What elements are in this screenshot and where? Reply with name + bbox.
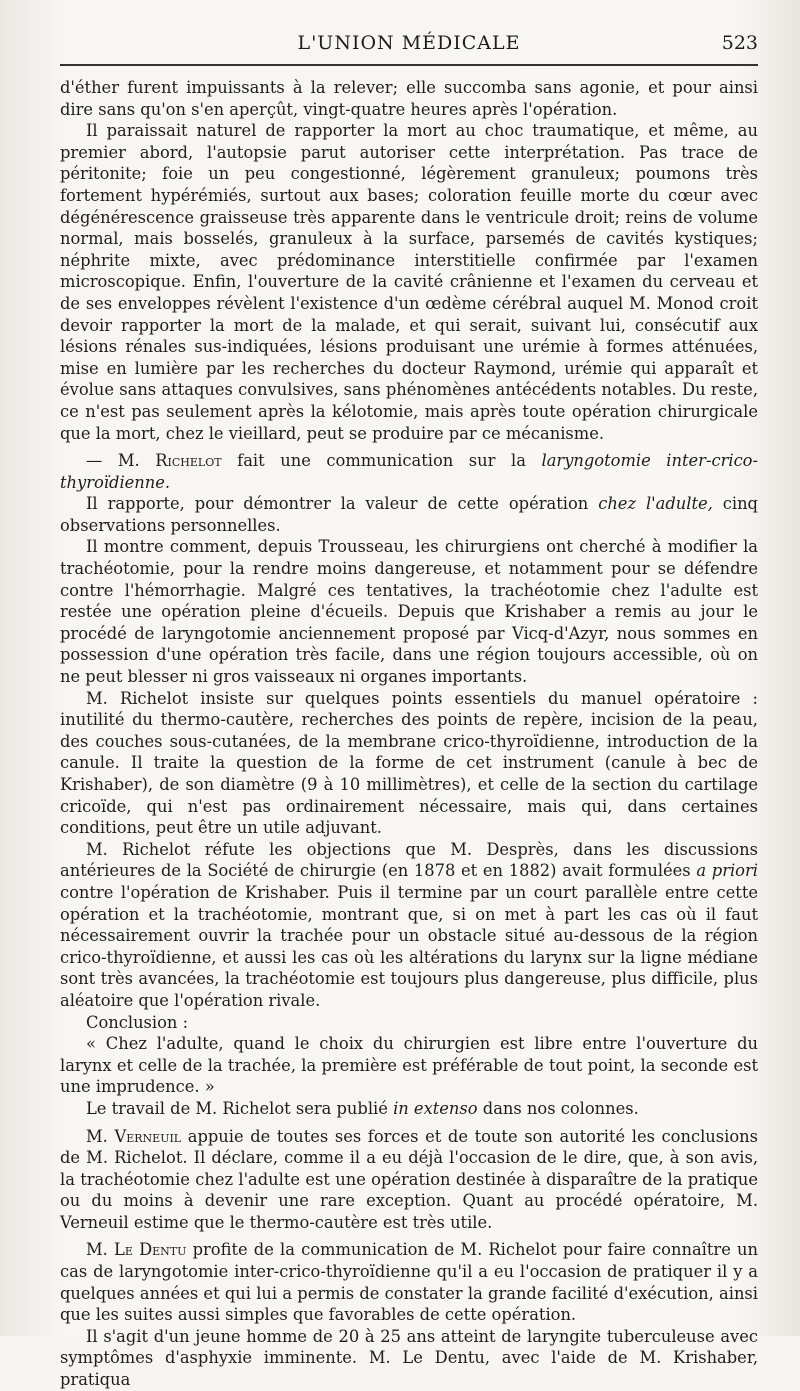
paragraph: [60, 450, 758, 493]
text-run: M.: [86, 1240, 108, 1260]
quotation: « Chez l'adulte, quand le choix du chirurgien est libre entre l'ouverture du larynx et celle de la trachée, la première est préférable de tout point, la seconde est une imprudence. »: [60, 1034, 758, 1097]
author-name: Verneuil: [114, 1126, 182, 1146]
page-number: 523: [721, 32, 758, 54]
paragraph: [60, 1126, 758, 1234]
running-title: L'UNION MÉDICALE: [297, 32, 521, 54]
text-run: appuie de toutes ses forces et de toute son autorité les conclusions de M. Richelot. Il déclare, comme il a eu déjà l'occasion de le dire, que, à son avis, la trachéotomie chez l'adulte est une opération destinée à disparaître de la pratique ou du moins à devenir une rare exception. Quant au procédé opératoire, M. Verneuil estime que le thermo-cautère est très utile.: [60, 1126, 758, 1232]
author-name: Le Dentu: [114, 1240, 187, 1260]
emphasis: in extenso: [393, 1098, 478, 1118]
text-run: M. Richelot réfute les objections que M. Desprès, dans les discussions antérieures de la Société de chirurgie (en 1878 et en 1882) avait formulées: [60, 839, 758, 881]
paragraph: d'éther furent impuissants à la relever; elle succomba sans agonie, et pour ainsi dire sans qu'on s'en aperçût, vingt-quatre heures après l'opération.: [60, 78, 758, 119]
emphasis: a priori: [696, 861, 758, 881]
text-run: cinq observations personnelles.: [60, 494, 758, 535]
paragraph: [60, 493, 758, 536]
text-run: Il rapporte, pour démontrer la valeur de cette opération: [86, 494, 589, 514]
text-run: Le travail de M. Richelot sera publié: [86, 1098, 388, 1118]
paragraph: Il montre comment, depuis Trousseau, les chirurgiens ont cherché à modifier la trachéotomie, pour la rendre moins dangereuse, et notamment pour se défendre contre l'hémorrhagie. Malgré ces tentatives, la trachéotomie chez l'adulte est restée une opération pleine d'écueils. Depuis que Krishaber a remis au jour le procédé de laryngotomie anciennement proposé par Vicq-d'Azyr, nous sommes en possession d'une opération très facile, dans une région toujours accessible, où on ne peut blesser ni gros vaisseaux ni organes importants.: [60, 537, 758, 687]
text-run: contre l'opération de Krishaber. Puis il termine par un court parallèle entre cette opération et la trachéotomie, montrant que, si on met à part les cas où il faut nécessairement ouvrir la trachée pour un obstacle situé au-dessous de la région crico-thyroïdienne, et aussi les cas où les altérations du larynx sur la ligne médiane sont très avancées, la trachéotomie est toujours plus dangereuse, plus difficile, plus aléatoire que l'opération rivale.: [60, 882, 758, 1010]
paragraph: [60, 839, 758, 1012]
text-run: M.: [86, 1126, 108, 1146]
paragraph: [60, 1239, 758, 1325]
text-run: profite de la communication de M. Richelot pour faire connaître un cas de laryngotomie inter-crico-thyroïdienne qu'il a eu l'occasion de pratiquer il y a quelques années et qui lui a permis de constater la grande facilité d'exécution, ainsi que les suites aussi simples que favorables de cette opération.: [60, 1240, 758, 1325]
text-run: fait une communication sur la: [237, 451, 526, 471]
paragraph: [60, 1098, 758, 1120]
running-head: [60, 32, 758, 58]
text-run: dans nos colonnes.: [482, 1098, 639, 1118]
paragraph: M. Richelot insiste sur quelques points essentiels du manuel opératoire : inutilité du thermo-cautère, recherches des points de repère, incision de la peau, des couches sous-cutanées, de la membrane crico-thyroïdienne, introduction de la canule. Il traite la question de la forme de cet instrument (canule à bec de Krishaber), de son diamètre (9 à 10 millimètres), et celle de la section du cartilage cricoïde, qui n'est pas ordinairement nécessaire, mais qui, dans certaines conditions, peut être un utile adjuvant.: [60, 688, 758, 838]
article-body: [60, 77, 758, 1391]
author-name: Richelot: [155, 451, 222, 471]
text-run: — M.: [86, 451, 140, 471]
communication-title: laryngotomie inter-crico-thyroïdienne.: [60, 451, 758, 492]
header-rule: [60, 64, 758, 66]
paragraph: Il s'agit d'un jeune homme de 20 à 25 ans atteint de laryngite tuberculeuse avec symptômes d'asphyxie imminente. M. Le Dentu, avec l'aide de M. Krishaber, pratiqua: [60, 1326, 758, 1390]
paragraph: Il paraissait naturel de rapporter la mort au choc traumatique, et même, au premier abord, l'autopsie parut autoriser cette interprétation. Pas trace de péritonite; foie un peu congestionné, légèrement granuleux; poumons très fortement hypérémiés, surtout aux bases; coloration feuille morte du cœur avec dégénérescence graisseuse très apparente dans le ventricule droit; reins de volume normal, mais bosselés, granuleux à la surface, parsemés de cavités kystiques; néphrite mixte, avec prédominance interstitielle confirmée par l'examen microscopique. Enfin, l'ouverture de la cavité crânienne et l'examen du cerveau et de ses enveloppes révèlent l'existence d'un œdème cérébral auquel M. Monod croit devoir rapporter la mort de la malade, et qui serait, suivant lui, consécutif aux lésions rénales sus-indiquées, lésions produisant une urémie à formes atténuées, mise en lumière par les recherches du docteur Raymond, urémie qui apparaît et évolue sans attaques convulsives, sans phénomènes antécédents notables. Du reste, ce n'est pas seulement après la kélotomie, mais après toute opération chirurgicale que la mort, chez le vieillard, peut se produire par ce mécanisme.: [60, 121, 758, 443]
emphasis: chez l'adulte,: [598, 494, 713, 514]
paragraph: Conclusion :: [86, 1012, 189, 1032]
